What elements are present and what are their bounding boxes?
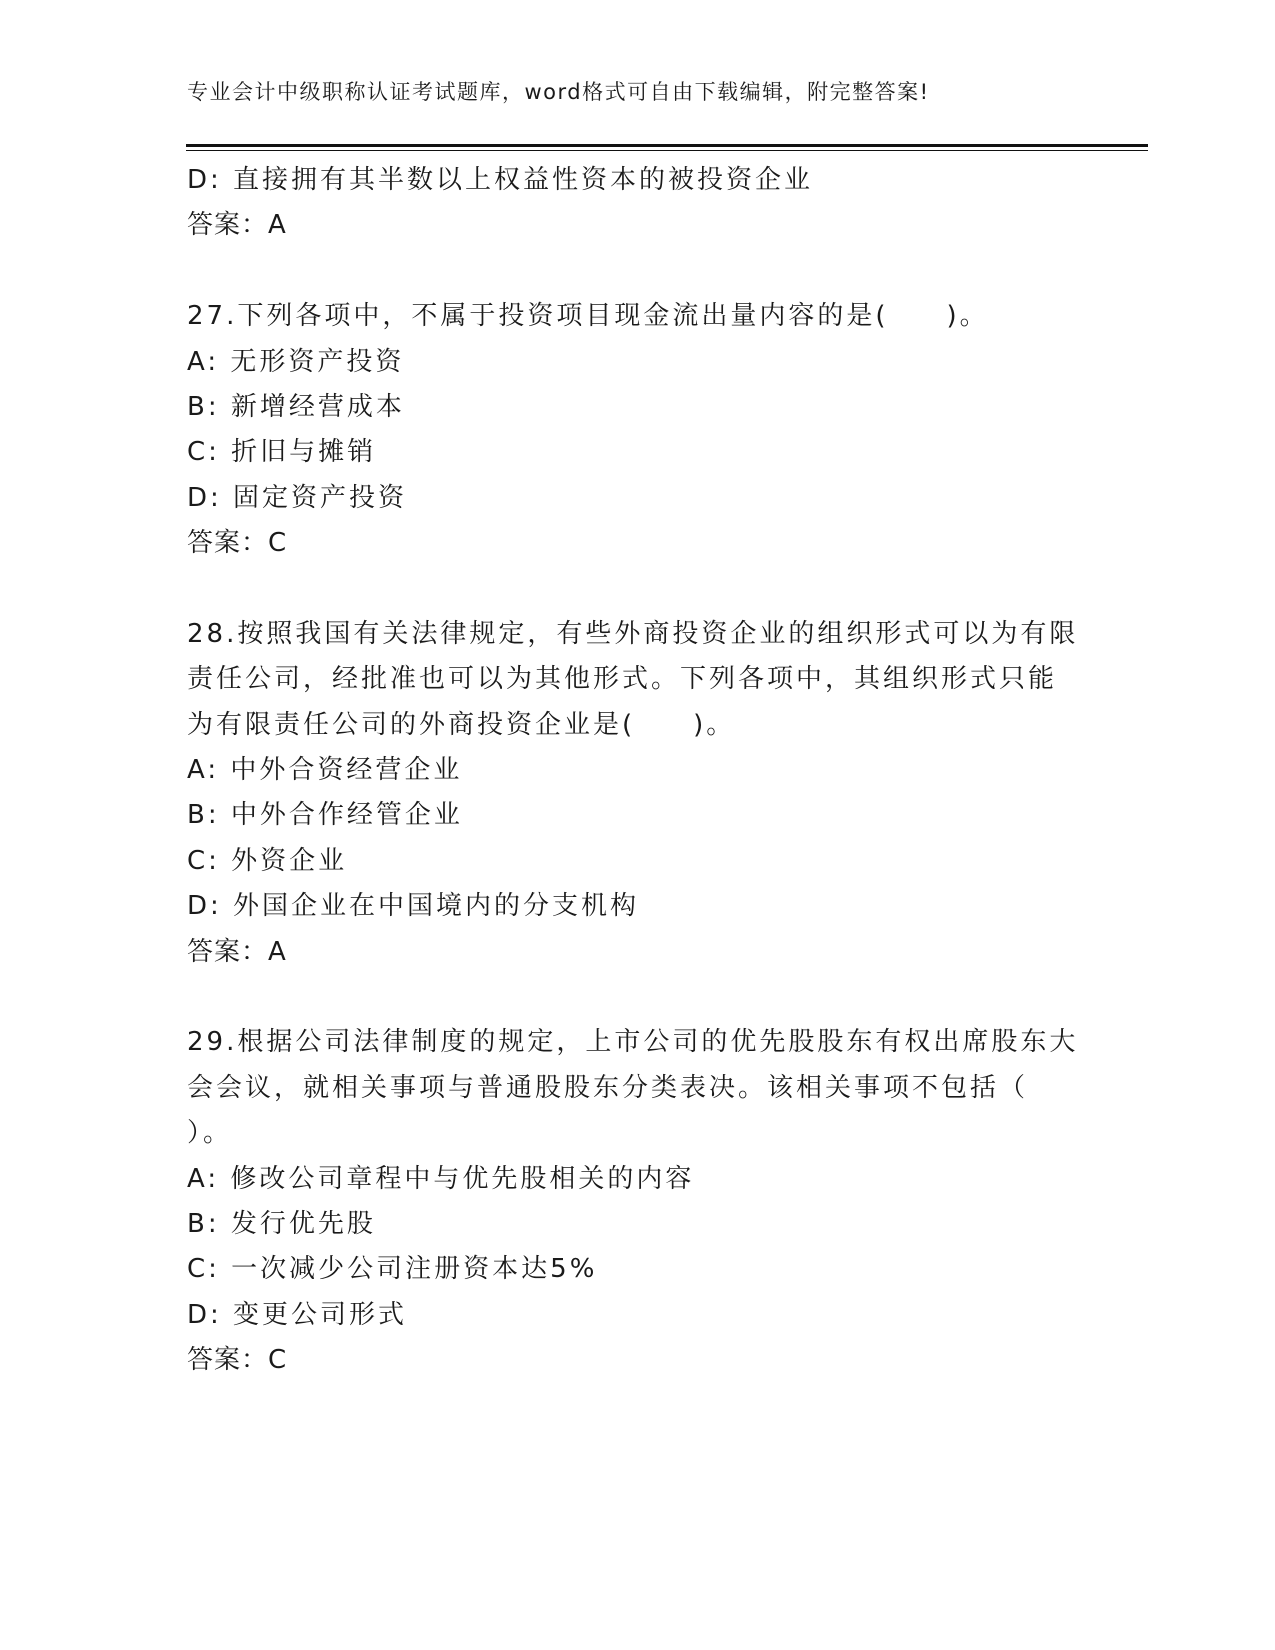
spacer xyxy=(187,975,1087,1020)
spacer xyxy=(187,249,1087,294)
question-block xyxy=(187,612,1087,975)
option-c: C: 外资企业 xyxy=(187,845,348,876)
page-header: 专业会计中级职称认证考试题库，word格式可自由下载编辑，附完整答案! xyxy=(187,80,930,104)
option-d: D: 变更公司形式 xyxy=(187,1299,408,1330)
question-text: 27.下列各项中，不属于投资项目现金流出量内容的是( )。 xyxy=(187,301,989,332)
option-a: A: 无形资产投资 xyxy=(187,346,405,377)
option-b: B: 中外合作经管企业 xyxy=(187,800,463,831)
spacer xyxy=(187,567,1087,612)
question-block xyxy=(187,294,1087,566)
option-b: B: 发行优先股 xyxy=(187,1208,376,1239)
option-d: D: 外国企业在中国境内的分支机构 xyxy=(187,891,640,922)
question-text: 会会议，就相关事项与普通股股东分类表决。该相关事项不包括（ xyxy=(187,1072,1029,1103)
question-text: 29.根据公司法律制度的规定，上市公司的优先股股东有权出席股东大 xyxy=(187,1027,1079,1058)
answer: 答案：A xyxy=(187,210,287,241)
question-text: 28.按照我国有关法律规定，有些外商投资企业的组织形式可以为有限 xyxy=(187,618,1079,649)
answer: 答案：A xyxy=(187,936,287,967)
answer: 答案：C xyxy=(187,1345,288,1376)
header-rule-thick xyxy=(186,144,1148,147)
question-text: 为有限责任公司的外商投资企业是( )。 xyxy=(187,709,736,740)
option-c: C: 折旧与摊销 xyxy=(187,437,377,468)
question-text: ）。 xyxy=(187,1118,233,1149)
option-a: A: 修改公司章程中与优先股相关的内容 xyxy=(187,1163,695,1194)
question-block xyxy=(187,1020,1087,1383)
document-body xyxy=(187,158,1087,1384)
question-text: 责任公司，经批准也可以为其他形式。下列各项中，其组织形式只能 xyxy=(187,664,1058,695)
option-d: D: 固定资产投资 xyxy=(187,482,408,513)
answer: 答案：C xyxy=(187,528,288,559)
option-d: D: 直接拥有其半数以上权益性资本的被投资企业 xyxy=(187,165,814,195)
option-a: A: 中外合资经营企业 xyxy=(187,755,463,786)
header-rule-thin xyxy=(186,150,1148,151)
option-b: B: 新增经营成本 xyxy=(187,391,405,422)
option-c: C: 一次减少公司注册资本达5% xyxy=(187,1254,598,1285)
